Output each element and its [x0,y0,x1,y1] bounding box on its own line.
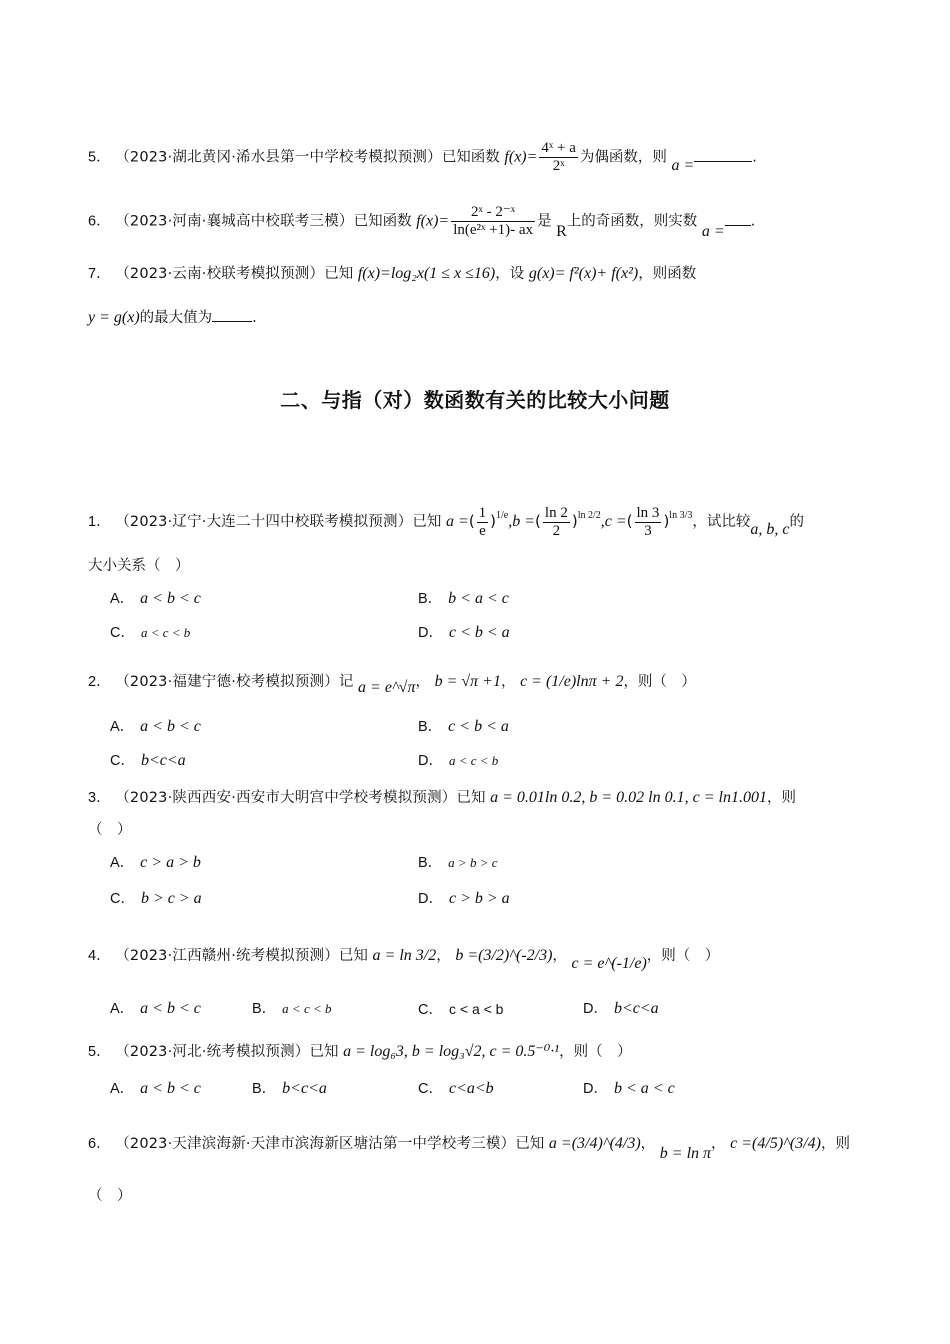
option-value: b<c<a [613,1000,659,1017]
question-text: 已知 [324,266,354,282]
question-text: ，则 [766,790,796,806]
question-number: 5． [88,1044,111,1060]
option-value: a < c < b [140,625,191,640]
answer-variable: a = [671,156,695,174]
option-value: c < b < a [448,718,509,735]
b-label: ,b = [508,513,536,530]
period: . [252,310,257,326]
fraction [539,140,577,175]
question-text: 是 [536,213,552,230]
question-text: 已知函数 [353,213,412,230]
question-number: 2． [88,674,111,690]
p2-q5-option-b[interactable] [252,1078,327,1100]
separator: ， [552,948,567,964]
question-text: ，则（ ） [559,1044,632,1060]
question-text: ，则函数 [638,266,697,282]
fraction-numerator: ln 3 [636,504,660,521]
option-label: D． [418,753,443,769]
fraction-numerator: ln 2 [544,504,568,521]
fraction [451,204,535,239]
option-value: c<a<b [448,1080,494,1097]
p2-q2-option-b[interactable] [418,716,509,738]
b-expression: b = ln π [659,1145,712,1162]
p2-question-4 [88,944,720,972]
option-value: b < a < c [448,590,509,607]
c-expression: c = e^(-1/e) [571,955,647,972]
option-value: c > b > a [448,890,510,907]
p1-question-6 [88,204,755,239]
p2-q3-option-b[interactable] [418,852,498,874]
p2-question-6-line2: （ ） [88,1188,132,1204]
section-title: 二、与指（对）数函数有关的比较大小问题 [280,388,670,412]
p2-q2-option-d[interactable] [418,750,498,772]
function-expression: f(x)= [416,212,450,230]
fraction-numerator: 4ˣ + a [541,140,576,156]
separator: ， [415,674,430,690]
separator: ， [640,1136,656,1152]
p2-q3-option-d[interactable] [418,888,510,910]
question-source: （2023·福建宁德·校考模拟预测） [115,674,339,690]
option-value: c > a > b [140,854,201,871]
option-label: D． [583,1081,608,1097]
option-label: C． [110,891,135,907]
p2-q1-option-b[interactable] [418,588,509,610]
question-source: （2023·江西赣州·统考模拟预测） [115,948,339,964]
option-label: A． [110,1001,135,1017]
question-source: （2023·湖北黄冈·浠水县第一中学校考模拟预测） [115,149,442,166]
separator: ， [436,948,451,964]
option-label: A． [110,855,135,871]
question-text: ，则（ ） [646,948,720,964]
option-value: c < b < a [448,624,510,641]
answer-blank [694,147,752,162]
option-label: C． [110,625,135,641]
expression: a = log₆3, b = log₃√2, c = 0.5⁻⁰·¹ [343,1043,560,1060]
question-text: 已知函数 [441,149,500,166]
question-text: 已知 [412,514,442,530]
answer-blank [725,211,751,226]
option-value: b<c<a [282,1080,327,1097]
option-label: A． [110,719,135,735]
function-expression: f(x)= [504,148,538,166]
p2-question-3 [88,786,796,810]
p2-q4-option-a[interactable] [110,998,201,1020]
expression: a = 0.01ln 0.2, b = 0.02 ln 0.1, c = ln1.001 [490,789,767,806]
question-text: ，设 [495,266,525,282]
question-text: 为偶函数，则 [579,149,667,166]
option-label: B． [418,719,443,735]
option-value: c < a < b [448,1001,504,1017]
p2-q3-option-a[interactable] [110,852,201,874]
function-expression: f(x)=log₂x(1 ≤ x ≤16) [357,265,496,282]
option-label: C． [110,753,135,769]
question-source: （2023·河南·襄城高中校联考三模） [115,213,354,230]
a-label: a = [446,513,469,530]
a-expression: a = e^√π [358,679,416,696]
p2-q4-option-d[interactable] [583,998,659,1020]
fraction [477,505,489,540]
b-expression: b =(3/2)^(-2/3) [455,947,553,964]
p2-q2-option-a[interactable] [110,716,201,738]
p2-q4-option-b[interactable] [252,998,332,1020]
option-label: B． [418,591,443,607]
fraction-numerator: 2ˣ - 2⁻ˣ [451,204,535,222]
p2-question-6 [88,1132,851,1162]
p1-question-7 [88,262,696,286]
option-label: A． [110,591,135,607]
fraction-numerator: 1 [478,504,487,521]
p2-q5-option-d[interactable] [583,1078,675,1100]
question-text: 记 [338,674,354,690]
exponent: ln 2/2 [577,510,601,521]
set-R: R [556,222,567,240]
c-label: ,c = [600,513,627,530]
question-number: 4． [88,948,111,964]
option-label: C． [418,1081,443,1097]
option-value: b > c > a [140,890,202,907]
option-value: b<c<a [140,752,186,769]
fraction-denominator: ln(e²ˣ +1)- ax [453,222,533,238]
question-text: 的最大值为 [139,310,213,326]
question-text: 已知 [338,948,368,964]
p1-question-5 [88,140,757,175]
function-expression: y = g(x) [88,309,140,326]
question-number: 6． [88,1136,111,1152]
p2-q1-option-d[interactable] [418,622,510,644]
option-value: a < b < c [140,590,201,607]
fraction [543,505,570,540]
question-source: （2023·天津滨海新·天津市滨海新区塘沽第一中学校考三模） [115,1136,516,1152]
question-text: 上的奇函数，则实数 [566,213,698,230]
option-label: D． [418,891,443,907]
fraction-denominator: 3 [644,522,652,539]
p2-q2-option-c[interactable] [110,750,186,772]
question-source: （2023·陕西西安·西安市大明宫中学校考模拟预测） [115,790,457,806]
question-text: 的 [789,514,804,530]
p2-q1-option-c[interactable] [110,622,190,644]
p2-q5-option-c[interactable] [418,1078,494,1100]
option-label: D． [418,625,443,641]
option-label: A． [110,1081,135,1097]
p2-q5-option-a[interactable] [110,1078,201,1100]
p1-question-7-line2 [88,306,257,330]
c-expression: c = (1/e)lnπ + 2 [520,673,624,690]
p2-question-1-line2: 大小关系（ ） [88,558,190,574]
a-expression: a =(3/4)^(4/3) [548,1135,641,1152]
question-source: （2023·云南·校联考模拟预测） [115,266,325,282]
option-label: B． [252,1081,277,1097]
question-source: （2023·辽宁·大连二十四中校联考模拟预测） [115,514,413,530]
separator: ， [500,674,516,690]
period: . [750,213,756,230]
option-value: a < b < c [140,1080,201,1097]
question-text: 已知 [309,1044,339,1060]
p2-question-5 [88,1040,632,1064]
fraction-denominator: 2ˣ [552,158,565,174]
option-value: a < b < c [140,718,201,735]
option-label: C． [418,1002,443,1018]
option-value: a < c < b [448,753,499,768]
question-text: ，则（ ） [623,674,696,690]
question-number: 1． [88,514,111,530]
question-text: ，试比较 [692,514,751,530]
p2-q3-option-c[interactable] [110,888,202,910]
answer-variable: a = [701,222,725,240]
question-text: 已知 [456,790,486,806]
option-value: b < a < c [613,1080,675,1097]
a-expression: a = ln 3/2 [372,947,437,964]
option-value: a < c < b [282,1001,332,1016]
answer-blank [212,307,252,322]
option-value: a > b > c [448,855,498,870]
c-expression: c =(4/5)^(3/4) [730,1135,822,1152]
fraction-denominator: 2 [552,522,561,539]
question-number: 7． [88,266,111,282]
fraction-denominator: e [479,522,486,539]
exponent: ln 3/3 [669,510,693,521]
question-number: 5． [88,149,111,166]
question-number: 3． [88,790,111,806]
p2-q1-option-a[interactable] [110,588,201,610]
variables: a, b, c [750,521,790,538]
option-label: B． [252,1001,277,1017]
option-value: a < b < c [140,1000,201,1017]
function-expression: g(x)= f²(x)+ f(x²) [528,265,639,282]
question-source: （2023·河北·统考模拟预测） [115,1044,310,1060]
question-number: 6． [88,213,111,230]
period: . [752,149,757,166]
p2-question-3-line2: （ ） [88,822,132,838]
separator: ， [711,1136,726,1152]
b-expression: b = √π +1 [434,673,501,690]
exponent: 1/e [496,510,509,521]
option-label: D． [583,1001,608,1017]
question-text: 已知 [515,1136,545,1152]
p2-question-2 [88,670,696,694]
option-label: B． [418,855,443,871]
p2-question-1: 1． （2023·辽宁·大连二十四中校联考模拟预测）已知 a =( $\frac{1}{e}$ )$^{1/e}$,b =( $\frac{\ln 2}{2}$ )$^{ln 2/2}$,c =( $\frac{\ln 3}{3}$ )$^{ln 3/3}$，试比较a, b, c的 [88,504,804,539]
fraction [635,505,662,540]
p2-q4-option-c[interactable] [418,998,503,1021]
question-text: ，则 [821,1136,851,1152]
